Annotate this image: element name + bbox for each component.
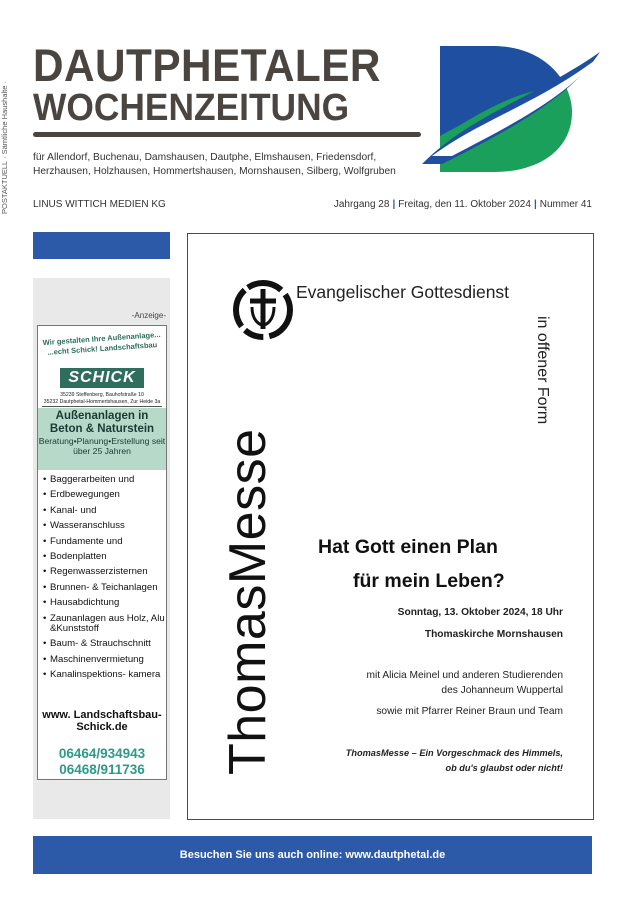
publisher: LINUS WITTICH MEDIEN KG — [33, 199, 166, 210]
masthead-title-line1: DAUTPHETALER — [33, 40, 381, 91]
issue-year: Jahrgang 28 — [333, 199, 390, 210]
list-item: • Kanalinspektions- kamera — [43, 670, 165, 680]
list-item: • Regenwasserzisternen — [43, 567, 165, 577]
ad-address: 35239 Steffenberg, Bauhofstraße 10 35232 Dautphetal-Hommertshausen, Zur Heide 3a — [43, 392, 161, 405]
list-item: • Erdbewegungen — [43, 490, 165, 500]
list-item: • Wasseranschluss — [43, 521, 165, 531]
issue-number: Nummer 41 — [539, 199, 592, 210]
list-item: • Baggerarbeiten und — [43, 475, 165, 485]
list-item: • Zaunanlagen aus Holz, Alu &Kunststoff — [43, 614, 165, 635]
ad-divider — [42, 406, 162, 407]
ad-brand-logo: SCHICK — [60, 368, 144, 388]
thomasmesse-logo-icon — [230, 277, 296, 343]
side-label: POSTAKTUELL · Sämtliche Haushalte · — [0, 81, 9, 214]
towns-list: für Allendorf, Buchenau, Damshausen, Dautphe, Elmshausen, Friedensdorf, Herzhausen, Holzhausen, Hommertshausen, Mornshausen, Silberg, Wolfgruben — [33, 152, 396, 177]
advertisement-column — [33, 278, 170, 819]
ad-phone-2[interactable]: 06468/911736 — [59, 762, 145, 777]
ad-label: -Anzeige- — [131, 311, 166, 320]
question-line2: für mein Leben? — [353, 570, 505, 592]
ad-headline-box — [38, 408, 166, 470]
blue-bar — [33, 232, 170, 259]
thomasmesse-title: ThomasMesse — [219, 428, 277, 775]
list-item: • Brunnen- & Teichanlagen — [43, 583, 165, 593]
ad-headline: Außenanlagen in Beton & Naturstein — [49, 410, 155, 435]
question-line1: Hat Gott einen Plan — [318, 536, 498, 558]
participants-line2: des Johanneum Wuppertal — [441, 685, 563, 696]
participants-line3: sowie mit Pfarrer Reiner Braun und Team — [376, 706, 563, 717]
ad-slogan: Wir gestalten Ihre Außenanlage... ...echt Schick! Landschaftsbau — [42, 329, 161, 357]
dautphetal-logo — [422, 44, 602, 174]
list-item: • Baum- & Strauchschnitt — [43, 639, 165, 649]
thomasmesse-announcement — [187, 233, 594, 820]
service-header: Evangelischer Gottesdienst — [296, 282, 510, 302]
ad-box — [37, 325, 167, 780]
list-item: • Hausabdichtung — [43, 598, 165, 608]
list-item: • Fundamente und — [43, 537, 165, 547]
footer-banner[interactable]: Besuchen Sie uns auch online: www.dautphetal.de — [33, 836, 592, 874]
ad-services-list — [43, 475, 165, 686]
event-date: Sonntag, 13. Oktober 2024, 18 Uhr — [397, 607, 563, 618]
ad-phone-1[interactable]: 06464/934943 — [58, 746, 146, 761]
masthead-rule — [33, 132, 421, 137]
ad-subline: Beratung•Planung•Erstellung seit über 25 Jahren — [38, 436, 166, 456]
tagline-line2: ob du's glaubst oder nicht! — [445, 763, 563, 773]
tagline-line1: ThomasMesse – Ein Vorgeschmack des Himmels, — [345, 748, 563, 758]
issue-date: Freitag, den 11. Oktober 2024 — [398, 199, 531, 210]
participants-line1: mit Alicia Meinel und anderen Studierenden — [366, 670, 563, 681]
vertical-subtitle: in offener Form — [534, 316, 551, 425]
list-item: • Kanal- und — [43, 506, 165, 516]
list-item: • Maschinenvermietung — [43, 655, 165, 665]
issue-info: Jahrgang 28 | Freitag, den 11. Oktober 2024 | Nummer 41 — [333, 199, 592, 210]
masthead-title-line2: WOCHENZEITUNG — [33, 87, 350, 129]
list-item: • Bodenplatten — [43, 552, 165, 562]
ad-website[interactable]: www. Landschaftsbau- Schick.de — [42, 709, 162, 733]
event-place: Thomaskirche Mornshausen — [424, 629, 563, 640]
